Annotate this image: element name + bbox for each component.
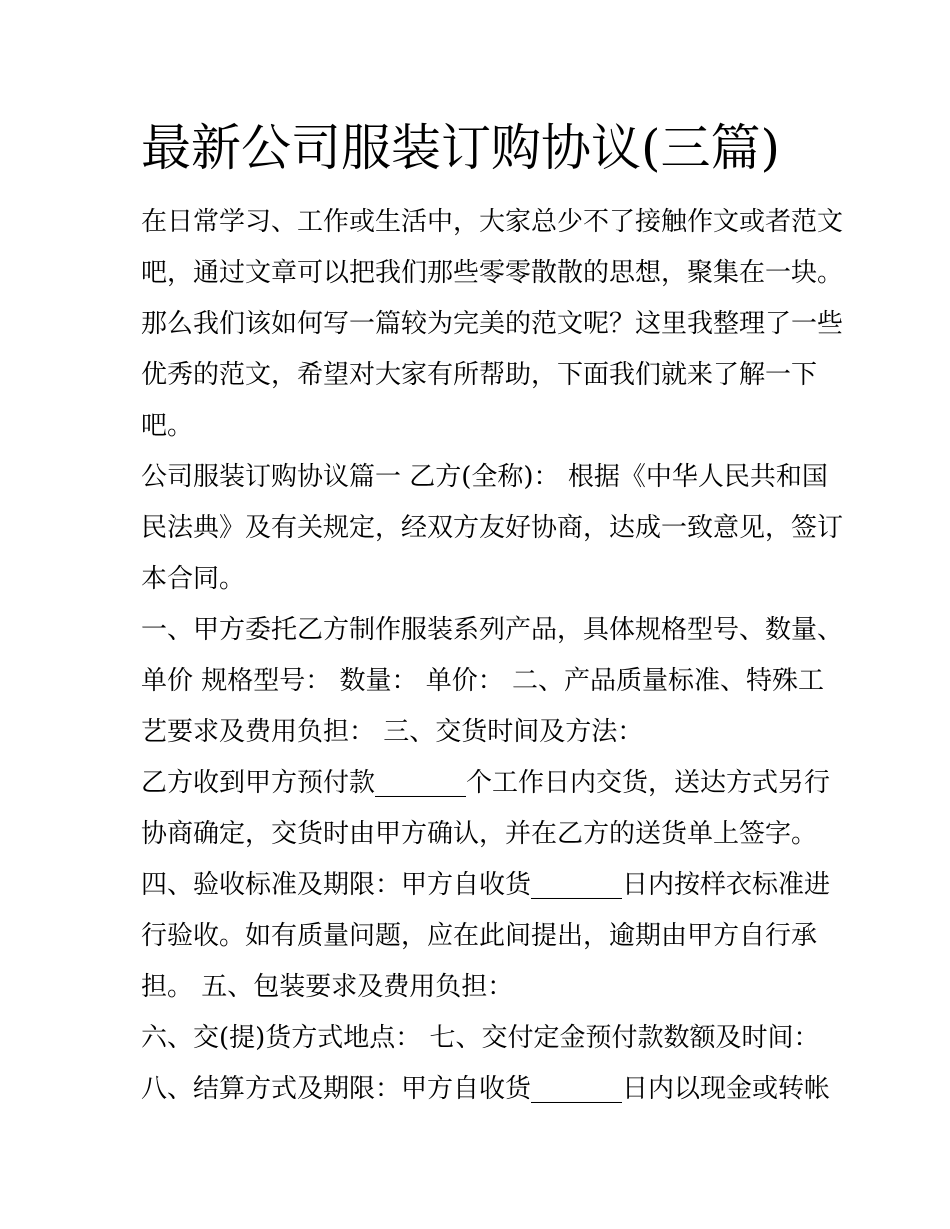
paragraph-line: 单价 规格型号： 数量： 单价： 二、产品质量标准、特殊工 [141, 666, 825, 696]
paragraph-line: 协商确定，交货时由甲方确认，并在乙方的送货单上签字。 [141, 819, 818, 849]
paragraph-line: 艺要求及费用负担： 三、交货时间及方法： [141, 717, 644, 747]
paragraph-line: 本合同。 [141, 564, 246, 594]
paragraph-line: 吧。 [141, 411, 194, 441]
paragraph-line: 行验收。如有质量问题，应在此间提出，逾期由甲方自行承 [141, 921, 818, 951]
paragraph-line: 公司服装订购协议篇一 乙方(全称)： 根据《中华人民共和国 [141, 462, 828, 492]
paragraph-line: 吧，通过文章可以把我们那些零零散散的思想，聚集在一块。 [141, 258, 844, 288]
paragraph-line: 一、甲方委托乙方制作服装系列产品，具体规格型号、数量、 [141, 615, 844, 645]
paragraph-line: 六、交(提)货方式地点： 七、交付定金预付款数额及时间： [141, 1023, 820, 1053]
paragraph-line: 在日常学习、工作或生活中，大家总少不了接触作文或者范文 [141, 207, 844, 237]
paragraph-line: 四、验收标准及期限：甲方自收货_______日内按样衣标准进 [141, 870, 831, 900]
paragraph-line: 民法典》及有关规定，经双方友好协商，达成一致意见，签订 [141, 513, 844, 543]
document-title: 最新公司服装订购协议(三篇) [141, 119, 781, 177]
paragraph-line: 优秀的范文，希望对大家有所帮助，下面我们就来了解一下 [141, 360, 818, 390]
paragraph-line: 担。 五、包装要求及费用负担： [141, 972, 514, 1002]
paragraph-line: 八、结算方式及期限：甲方自收货_______日内以现金或转帐 [141, 1074, 831, 1104]
paragraph-line: 乙方收到甲方预付款_______个工作日内交货，送达方式另行 [141, 768, 831, 798]
paragraph-line: 那么我们该如何写一篇较为完美的范文呢？这里我整理了一些 [141, 309, 844, 339]
